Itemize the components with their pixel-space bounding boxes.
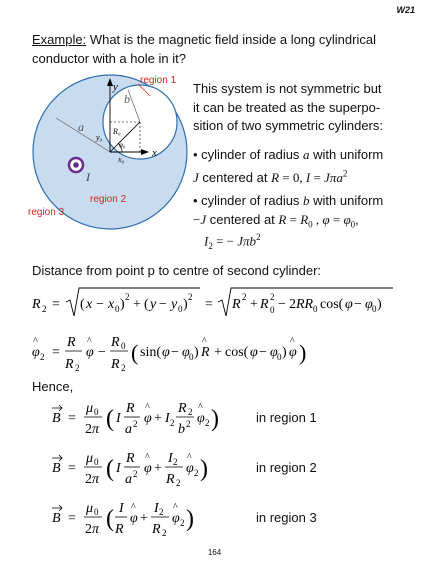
description-line-2: it can be treated as the superpo- (193, 99, 381, 115)
bullet2-line-2: −J centered at $R = R_0$ , $\varphi = \varphi_0$, (193, 211, 359, 230)
title-text-1: What is the magnetic field inside a long cylindrical (86, 32, 376, 47)
svg-text:R: R (126, 401, 135, 416)
bullet1-text-a: • cylinder of radius (193, 147, 304, 162)
svg-text:cos(: cos( (225, 345, 249, 360)
svg-text:2: 2 (176, 478, 181, 488)
description-line-3: sition of two symmetric cylinders: (193, 118, 383, 133)
svg-text:I: I (165, 411, 170, 426)
svg-text:RR: RR (296, 297, 314, 312)
svg-text:y: y (171, 297, 178, 312)
region1-text: in region 1 (256, 410, 317, 425)
svg-text:^: ^ (145, 402, 150, 413)
svg-text:φ: φ (186, 461, 194, 476)
svg-text:0: 0 (178, 304, 183, 314)
svg-text:0: 0 (313, 304, 318, 314)
svg-text:B: B (52, 411, 61, 426)
svg-text:2: 2 (289, 297, 296, 312)
svg-text:φ: φ (130, 511, 138, 526)
svg-text:(: ( (144, 297, 149, 312)
svg-text:φ: φ (32, 345, 40, 360)
svg-text:cos(: cos( (320, 297, 344, 312)
svg-text:): ) (282, 345, 287, 360)
svg-text:2: 2 (85, 472, 92, 487)
svg-text:+: + (154, 461, 162, 476)
svg-text:R: R (111, 357, 120, 372)
svg-text:(: ( (80, 297, 85, 312)
svg-text:2: 2 (42, 304, 47, 314)
svg-text:0: 0 (121, 341, 126, 351)
svg-text:+: + (214, 345, 222, 360)
page-id: W21 (396, 5, 415, 15)
svg-text:φ: φ (289, 345, 297, 360)
bullet2-line-3: $I_2$ = − Jπb$^2$ (204, 232, 261, 251)
hence-text: Hence, (32, 379, 74, 394)
region3-text: in region 3 (256, 510, 317, 525)
svg-text:2: 2 (133, 469, 138, 479)
svg-text:−: − (354, 297, 362, 312)
region1-label: region 1 (140, 75, 177, 86)
svg-text:2: 2 (85, 422, 92, 437)
svg-text:2: 2 (170, 418, 175, 428)
svg-text:0: 0 (189, 352, 194, 362)
svg-text:−: − (159, 297, 167, 312)
svg-text:2: 2 (180, 518, 185, 528)
svg-text:2: 2 (173, 457, 178, 467)
svg-text:(: ( (106, 406, 114, 432)
svg-text:0: 0 (372, 304, 377, 314)
region2-label: region 2 (90, 194, 127, 205)
svg-text:): ) (194, 345, 199, 360)
field-equations (0, 396, 429, 546)
svg-text:+: + (250, 297, 258, 312)
description (193, 80, 413, 136)
svg-text:^: ^ (202, 336, 207, 347)
svg-text:0: 0 (94, 507, 99, 517)
svg-text:I: I (116, 411, 121, 426)
svg-text:): ) (200, 456, 208, 482)
svg-text:=: = (68, 461, 76, 476)
svg-text:R: R (67, 335, 76, 350)
svg-text:=: = (205, 297, 213, 312)
field-eq-region2 (52, 451, 208, 488)
svg-text:0: 0 (277, 352, 282, 362)
svg-text:^: ^ (187, 452, 192, 463)
svg-text:−: − (171, 345, 179, 360)
svg-text:2: 2 (159, 507, 164, 517)
svg-text:I: I (154, 501, 159, 516)
svg-text:2: 2 (270, 292, 275, 302)
x-label: x (152, 147, 157, 159)
svg-text:2: 2 (121, 363, 126, 373)
svg-text:x: x (86, 297, 93, 312)
svg-text:=: = (52, 297, 60, 312)
svg-text:2: 2 (188, 292, 193, 302)
svg-text:φ: φ (172, 511, 180, 526)
svg-text:(: ( (131, 340, 139, 365)
svg-text:+: + (154, 411, 162, 426)
svg-text:): ) (211, 406, 219, 432)
svg-text:2: 2 (40, 352, 45, 362)
x0-label: x₀ (118, 155, 125, 164)
svg-text:a: a (125, 472, 132, 487)
svg-text:2: 2 (162, 528, 167, 538)
i-label: I (86, 170, 90, 184)
svg-text:2: 2 (125, 292, 130, 302)
r0-label: R₀ (113, 127, 121, 136)
svg-text:R: R (166, 472, 175, 487)
svg-text:R: R (115, 522, 124, 537)
svg-text:φ: φ (250, 345, 258, 360)
svg-text:2: 2 (186, 419, 191, 429)
bullet2-var: b (303, 193, 310, 208)
svg-text:2: 2 (133, 419, 138, 429)
svg-text:φ: φ (182, 345, 190, 360)
svg-text:^: ^ (290, 336, 295, 347)
svg-text:−: − (96, 297, 104, 312)
title-text-2: conductor with a hole in it? (32, 51, 186, 66)
svg-text:φ: φ (197, 411, 205, 426)
svg-text:sin(: sin( (140, 345, 161, 360)
svg-text:I: I (168, 451, 173, 466)
svg-text:R: R (152, 522, 161, 537)
svg-text:(: ( (106, 506, 114, 532)
svg-text:): ) (377, 297, 382, 312)
bullet1-text-b: with uniform (309, 147, 384, 162)
svg-text:π: π (92, 422, 100, 437)
bullet1-line-2: J centered at R = 0, I = Jπa$^2$ (193, 168, 348, 185)
svg-text:=: = (52, 345, 60, 360)
svg-text:φ: φ (162, 345, 170, 360)
svg-text:): ) (299, 340, 307, 365)
b-label: b (124, 92, 130, 106)
svg-text:R: R (260, 297, 269, 312)
svg-text:μ: μ (86, 401, 94, 416)
svg-text:2: 2 (205, 418, 210, 428)
svg-text:): ) (186, 506, 194, 532)
y0-label: y₀ (96, 133, 103, 142)
svg-text:B: B (52, 511, 61, 526)
svg-text:μ: μ (86, 451, 94, 466)
svg-text:=: = (68, 511, 76, 526)
svg-text:0: 0 (94, 407, 99, 417)
svg-text:R: R (65, 357, 74, 372)
svg-text:I: I (119, 501, 124, 516)
svg-text:π: π (92, 472, 100, 487)
page-number: 164 (207, 548, 222, 557)
svg-text:−: − (98, 345, 106, 360)
svg-text:^: ^ (87, 336, 92, 347)
phi0-label: φ₀ (119, 141, 126, 149)
svg-text:2: 2 (85, 522, 92, 537)
svg-text:φ: φ (270, 345, 278, 360)
svg-text:): ) (120, 297, 125, 312)
bullet1-var: a (303, 147, 310, 162)
svg-text:0: 0 (115, 304, 120, 314)
svg-text:−: − (259, 345, 267, 360)
svg-text:I: I (116, 461, 121, 476)
svg-text:x: x (108, 297, 115, 312)
region3-label: region 3 (28, 207, 65, 218)
field-eq-region3 (52, 501, 194, 538)
equations-block (0, 280, 429, 380)
description-line-1: This system is not symmetric but (193, 81, 382, 96)
svg-text:R: R (232, 297, 241, 312)
bullet2-text-a: • cylinder of radius (193, 193, 304, 208)
svg-text:B: B (52, 461, 61, 476)
svg-text:b: b (178, 422, 185, 437)
svg-text:π: π (92, 522, 100, 537)
svg-text:R: R (201, 345, 210, 360)
svg-text:φ: φ (345, 297, 353, 312)
bullet-2 (193, 192, 413, 234)
example-label: Example: (32, 32, 87, 47)
svg-text:R: R (126, 451, 135, 466)
svg-text:φ: φ (144, 461, 152, 476)
region2-text: in region 2 (256, 460, 317, 475)
svg-text:2: 2 (188, 407, 193, 417)
svg-text:): ) (183, 297, 188, 312)
svg-text:a: a (125, 422, 132, 437)
svg-text:y: y (150, 297, 157, 312)
distance-text: Distance from point p to centre of second cylinder: (32, 263, 322, 278)
a-label: a (78, 120, 84, 134)
svg-text:=: = (68, 411, 76, 426)
svg-text:2: 2 (194, 468, 199, 478)
y-label: y (113, 81, 118, 93)
svg-text:2: 2 (75, 363, 80, 373)
svg-text:2: 2 (242, 292, 247, 302)
svg-text:^: ^ (33, 336, 38, 347)
svg-text:^: ^ (131, 502, 136, 513)
svg-text:^: ^ (173, 502, 178, 513)
svg-text:^: ^ (198, 402, 203, 413)
svg-text:φ: φ (144, 411, 152, 426)
svg-text:−: − (278, 297, 286, 312)
svg-text:+: + (133, 297, 141, 312)
bullet-1 (193, 146, 413, 187)
svg-text:+: + (140, 511, 148, 526)
svg-text:(: ( (106, 456, 114, 482)
svg-text:0: 0 (94, 457, 99, 467)
svg-text:φ: φ (365, 297, 373, 312)
svg-text:0: 0 (270, 305, 275, 315)
r2-eq-lhs: R (32, 297, 41, 312)
bullet2-text-b: with uniform (309, 193, 384, 208)
svg-text:^: ^ (145, 452, 150, 463)
svg-text:R: R (111, 335, 120, 350)
svg-text:R: R (178, 401, 187, 416)
current-dot (73, 162, 79, 168)
field-eq-region1 (52, 401, 219, 437)
svg-text:μ: μ (86, 501, 94, 516)
svg-text:φ: φ (86, 345, 94, 360)
